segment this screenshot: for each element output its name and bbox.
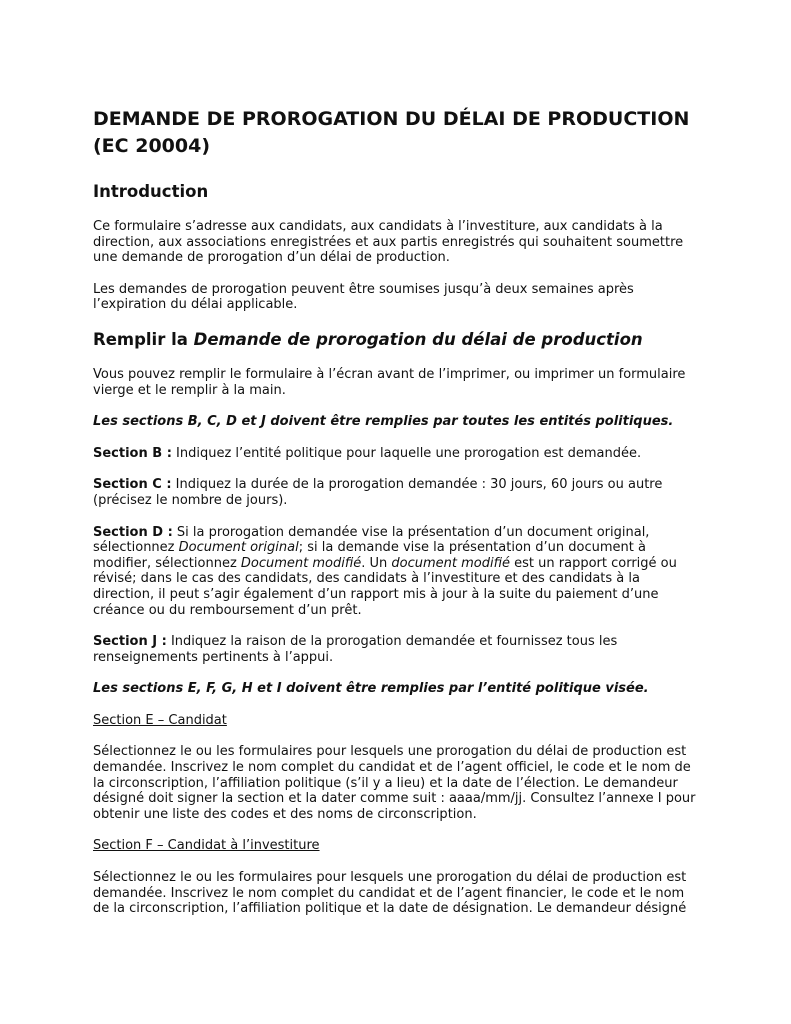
section-b-label: Section B : [93,445,172,461]
section-c-text: Indiquez la durée de la prorogation demandée : 30 jours, 60 jours ou autre (précisez le nombre de jours). [93,477,663,508]
section-d-text-2: ; si la demande vise la présentation d’un document à modifier, sélectionnez [93,540,646,571]
section-d-modified-document-term: document modifié [391,555,511,571]
section-e-paragraph: Sélectionnez le ou les formulaires pour lesquels une prorogation du délai de production est demandée. Inscrivez le nom complet du candidat et de l’agent officiel, le code et le nom de la circonscription, l’affiliation politique (s’il y a lieu) et la date de l’élection. Le demandeur désigné doit signer la section et la dater comme suit : aaaa/mm/jj. Consultez l’annexe I pour obtenir une liste des codes et des noms de circonscription. [93,744,696,822]
fill-paragraph-1: Vous pouvez remplir le formulaire à l’écran avant de l’imprimer, ou imprimer un formulaire vierge et le remplir à la main. [93,366,686,398]
fill-heading-form-name: Demande de prorogation du délai de production [193,329,643,349]
section-j-text: Indiquez la raison de la prorogation demandée et fournissez tous les renseignements pertinents à l’appui. [93,634,618,665]
section-d-original-document: Document original [178,540,299,556]
section-c-paragraph [93,477,703,508]
section-j-label: Section J : [93,634,167,650]
section-e-heading: Section E – Candidat [93,712,227,728]
section-d-label: Section D : [93,524,173,540]
intro-heading: Introduction [93,182,209,201]
section-b-text: Indiquez l’entité politique pour laquelle une prorogation est demandée. [171,445,642,461]
document-title: DEMANDE DE PROROGATION DU DÉLAI DE PRODUCTION (EC 20004) [93,108,690,157]
section-d-text-3: . Un [361,555,392,571]
section-d-text-4: est un rapport corrigé ou révisé; dans le cas des candidats, des candidats à l’investiture et des candidats à la direction, il peut s’agir également d’un rapport mis à jour à la suite du paiement d’une créance ou du remboursement d’un prêt. [93,555,677,618]
section-c-label: Section C : [93,477,172,493]
section-d-text-1: Si la prorogation demandée vise la présentation d’un document original, sélectionnez [93,524,650,556]
section-d-modified-document: Document modifié [240,555,362,571]
section-b-paragraph [93,446,703,462]
specific-entity-note: Les sections E, F, G, H et I doivent être remplies par l’entité politique visée. [93,681,649,697]
section-f-heading: Section F – Candidat à l’investiture [93,838,320,854]
fill-heading [93,329,703,351]
intro-paragraph-1: Ce formulaire s’adresse aux candidats, aux candidats à l’investiture, aux candidats à la direction, aux associations enregistrées et aux partis enregistrés qui souhaitent soumettre une demande de prorogation d’un délai de production. [93,219,684,266]
fill-heading-prefix: Remplir la [93,329,194,349]
section-d-paragraph [93,525,703,619]
document-body [93,106,703,917]
section-j-paragraph [93,634,703,665]
all-entities-note: Les sections B, C, D et J doivent être remplies par toutes les entités politiques. [93,414,674,430]
section-f-paragraph: Sélectionnez le ou les formulaires pour lesquels une prorogation du délai de production est demandée. Inscrivez le nom complet du candidat et de l’agent financier, le code et le nom de la circonscription, l’affiliation politique et la date de désignation. Le demandeur désigné [93,870,687,917]
intro-paragraph-2: Les demandes de prorogation peuvent être soumises jusqu’à deux semaines après l’expiration du délai applicable. [93,281,634,313]
